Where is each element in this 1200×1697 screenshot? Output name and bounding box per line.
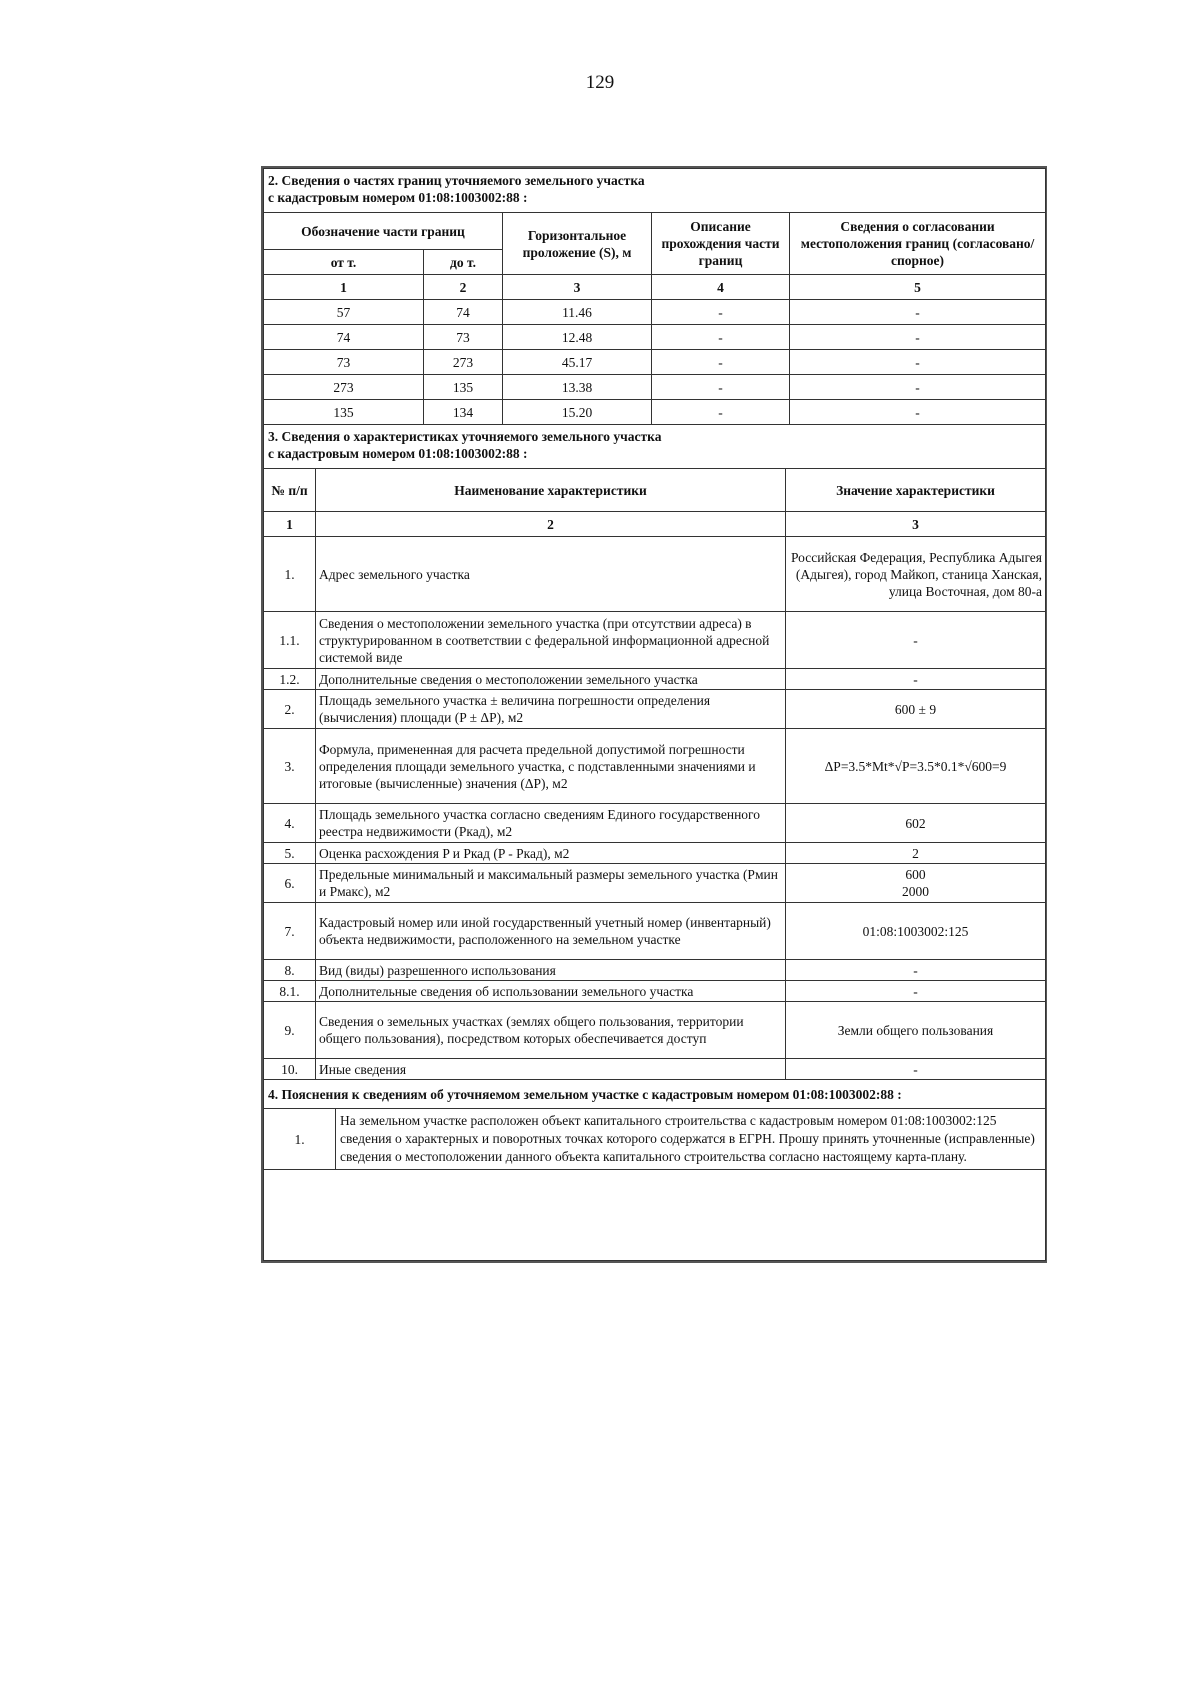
header-horizontal: Горизонтальное проложение (S), м [503, 213, 652, 275]
section2-table [263, 168, 1046, 425]
section4-title: 4. Пояснения к сведениям об уточняемом земельном участке с кадастровым номером 01:08:1003002:88 : [264, 1080, 1046, 1109]
table-row: 1.1. Сведения о местоположении земельного участка (при отсутствии адреса) в структурированном в соответствии с федеральной информационной адресной системой виде - [264, 612, 1046, 669]
section3-table [263, 425, 1046, 1080]
header-agreement: Сведения о согласовании местоположения границ (согласовано/спорное) [790, 213, 1046, 275]
table-row: 1. На земельном участке расположен объект капитального строительства с кадастровым номером 01:08:1003002:125 сведения о характерных и поворотных точках которого содержатся в ЕГРН. Прошу принять уточненные (исправленные) сведения о местоположении данного объекта капитального строительства согласно настоящему карта-плану. [264, 1109, 1046, 1170]
table-row: 1. Адрес земельного участка Российская Федерация, Республика Адыгея (Адыгея), город Майкоп, станица Ханская, улица Восточная, дом 80-а [264, 537, 1046, 612]
table-row: 4. Площадь земельного участка согласно сведениям Единого государственного реестра недвижимости (Ркад), м2 602 [264, 804, 1046, 843]
table-row: 2. Площадь земельного участка ± величина погрешности определения (вычисления) площади (P ± ΔP), м2 600 ± 9 [264, 690, 1046, 729]
table-row: 273 135 13.38 - - [264, 375, 1046, 400]
document-frame [261, 166, 1047, 1263]
table-row: 9. Сведения о земельных участках (землях общего пользования, территории общего пользования), посредством которых обеспечивается доступ Земли общего пользования [264, 1002, 1046, 1059]
table-row: 74 73 12.48 - - [264, 325, 1046, 350]
table-row: 57 74 11.46 - - [264, 300, 1046, 325]
section3-title: 3. Сведения о характеристиках уточняемого земельного участка с кадастровым номером 01:08:1003002:88 : [264, 425, 1046, 469]
header-name: Наименование характеристики [316, 469, 786, 512]
table-row: 8.1. Дополнительные сведения об использовании земельного участка - [264, 981, 1046, 1002]
table-row: 6. Предельные минимальный и максимальный размеры земельного участка (Рмин и Рмакс), м2 600 2000 [264, 864, 1046, 903]
header-to: до т. [424, 250, 503, 275]
section4-table [263, 1080, 1046, 1261]
header-num: № п/п [264, 469, 316, 512]
section3-column-numbers: 1 2 3 [264, 512, 1046, 537]
table-row: 5. Оценка расхождения P и Ркад (P - Ркад), м2 2 [264, 843, 1046, 864]
table-row: 3. Формула, примененная для расчета предельной допустимой погрешности определения площади земельного участка, с подставленными значениями и итоговые (вычисленные) значения (ΔP), м2 ΔP=3.5*Mt*√P=3.5*0.1*√600=9 [264, 729, 1046, 804]
header-from: от т. [264, 250, 424, 275]
table-row: 8. Вид (виды) разрешенного использования - [264, 960, 1046, 981]
blank-area [264, 1170, 1046, 1261]
section2-title: 2. Сведения о частях границ уточняемого земельного участка с кадастровым номером 01:08:1003002:88 : [264, 169, 1046, 213]
table-row: 135 134 15.20 - - [264, 400, 1046, 425]
table-row: 73 273 45.17 - - [264, 350, 1046, 375]
header-value: Значение характеристики [786, 469, 1046, 512]
page-number: 129 [585, 72, 615, 93]
header-description: Описание прохождения части границ [652, 213, 790, 275]
table-row: 7. Кадастровый номер или иной государственный учетный номер (инвентарный) объекта недвижимости, расположенного на земельном участке 01:08:1003002:125 [264, 903, 1046, 960]
table-row: 1.2. Дополнительные сведения о местоположении земельного участка - [264, 669, 1046, 690]
section2-column-numbers: 1 2 3 4 5 [264, 275, 1046, 300]
table-row: 10. Иные сведения - [264, 1059, 1046, 1080]
header-designation: Обозначение части границ [264, 213, 503, 250]
